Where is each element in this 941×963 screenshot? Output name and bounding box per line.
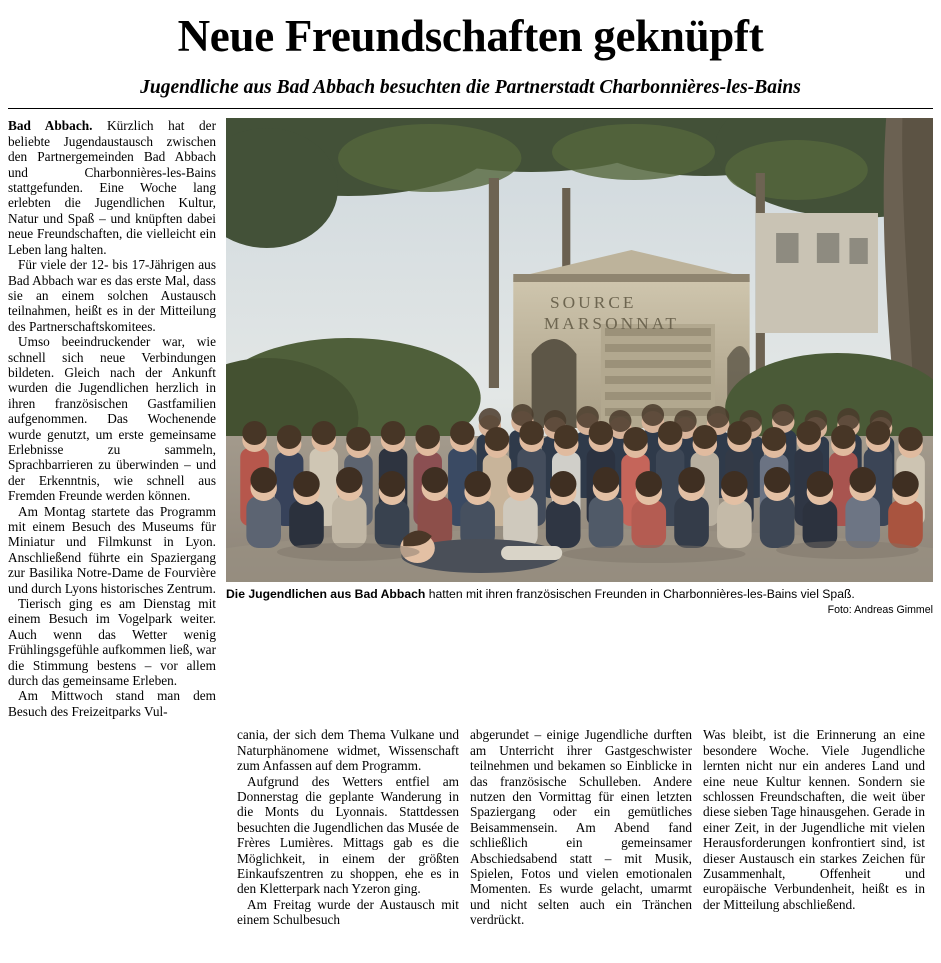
column-1-spacer	[8, 727, 226, 728]
bottom-column-2	[237, 727, 459, 927]
newspaper-page	[0, 11, 941, 963]
column-2-paragraph-2: Aufgrund des Wetters entfiel am Donnerstag die geplante Wanderung in die Monts du Lyonnais. Stattdessen besuchten die Jugendlichen das Musée de Frères Lumières. Mittags gab es die Möglichkeit, in einem der größten Einkaufszentren zu shoppen, ehe es in den Kletterpark nach Yzeron ging.	[237, 773, 459, 897]
lead-paragraph-2: Für viele der 12- bis 17-Jährigen aus Bad Abbach war es das erste Mal, dass sie an einem solchen Austausch teilnahmen, heißt es in der Mitteilung des Partnerschaftskomitees.	[8, 257, 216, 334]
top-region	[8, 118, 933, 719]
lead-paragraph-3: Umso beeindruckender war, wie schnell sich neue Verbindungen bildeten. Gleich nach der Ankunft wurden die Jugendlichen herzlich in ihren französischen Gastfamilien aufgenommen. Das Wochenende wurde genutzt, um erste gemeinsame Erlebnisse zu sammeln, Sprachbarrieren zu überwinden – und der Erkenntnis, wie schnell aus Fremden Freunde werden können.	[8, 334, 216, 504]
bottom-columns	[8, 727, 933, 927]
column-3-paragraph-1: abgerundet – einige Jugendliche durften am Unterricht ihrer Gastgeschwister teilnehmen und bekamen so Einblicke in das französische Schulleben. Andere nutzen den Vormittag für einen letzten Spaziergang oder ein gemütliches Beisammensein. Am Abend fand schließlich ein gemeinsamer Abschiedsabend statt – mit Musik, Spielen, Fotos und vielen emotionalen Momenten. Es wurde gelacht, umarmt und nicht selten auch ein Tränchen verdrückt.	[470, 727, 692, 928]
bottom-column-1	[8, 727, 226, 927]
lead-paragraph-6: Am Mittwoch stand man dem Besuch des Freizeitparks Vul-	[8, 688, 216, 719]
lead-paragraph-5: Tierisch ging es am Dienstag mit einem Besuch im Vogelpark weiter. Auch wenn das Wetter wenig Frühlingsgefühle aufkommen ließ, war die Stimmung bestens – vor allem durch das gemeinsame Erleben.	[8, 596, 216, 689]
page-title: Neue Freundschaften geknüpft	[177, 11, 764, 61]
bottom-column-4	[703, 727, 925, 927]
article-photo	[226, 118, 933, 582]
lead-paragraph-4: Am Montag startete das Programm mit einem Besuch des Museums für Miniatur und Filmkunst in Lyon. Anschließend führte ein Spaziergang zur Basilika Notre-Dame de Fourvière und durch Lyons historisches Zentrum.	[8, 503, 216, 596]
photo-credit: Foto: Andreas Gimmel	[827, 604, 933, 617]
dateline: Bad Abbach.	[8, 118, 93, 134]
lead-column	[8, 118, 226, 719]
photo-sign-line2: MARSONNAT	[543, 314, 680, 334]
photo-sign-line1: SOURCE	[549, 293, 637, 313]
bottom-column-3	[470, 727, 692, 927]
divider	[8, 108, 933, 109]
photo-illustration	[226, 118, 933, 582]
column-2-paragraph-3: Am Freitag wurde der Austausch mit einem Schulbesuch	[237, 896, 459, 928]
photo-block	[226, 118, 933, 616]
lead-paragraph-1-text: Kürzlich hat der beliebte Jugendaustausch zwischen den Partnergemeinden Bad Abbach und Charbonnières-les-Bains stattgefunden. Eine Woche lang erlebten die Jugendlichen Kultur, Natur und Spaß – und knüpften dabei neue Freundschaften, die vielleicht ein Leben lang halten.	[8, 118, 217, 257]
column-4-paragraph-1: Was bleibt, ist die Erinnerung an eine besondere Woche. Viele Jugendliche lernten nicht nur ein anderes Land und eine neue Kultur kennen. Sondern sie schlossen Freundschaften, die weit über diese sieben Tage hinausgehen. Gerade in einer Zeit, in der Jugendliche mit vielen Herausforderungen konfrontiert sind, ist dieser Austausch ein starkes Zeichen für Zusammenhalt, Offenheit und europäische Verbundenheit, heißt es in der Mitteilung abschließend.	[703, 727, 925, 912]
column-2-paragraph-1: cania, der sich dem Thema Vulkane und Naturphänomene widmet, Wissenschaft zum Anfassen auf dem Programm.	[237, 727, 459, 774]
subheadline: Jugendliche aus Bad Abbach besuchten die Partnerstadt Charbonnières-les-Bains	[140, 77, 801, 98]
photo-caption-lead: Die Jugendlichen aus Bad Abbach	[226, 587, 426, 602]
photo-caption-text: hatten mit ihren französischen Freunden in Charbonnières-les-Bains viel Spaß.	[425, 587, 855, 602]
lead-paragraph-1	[8, 118, 216, 257]
photo-caption	[226, 587, 933, 602]
